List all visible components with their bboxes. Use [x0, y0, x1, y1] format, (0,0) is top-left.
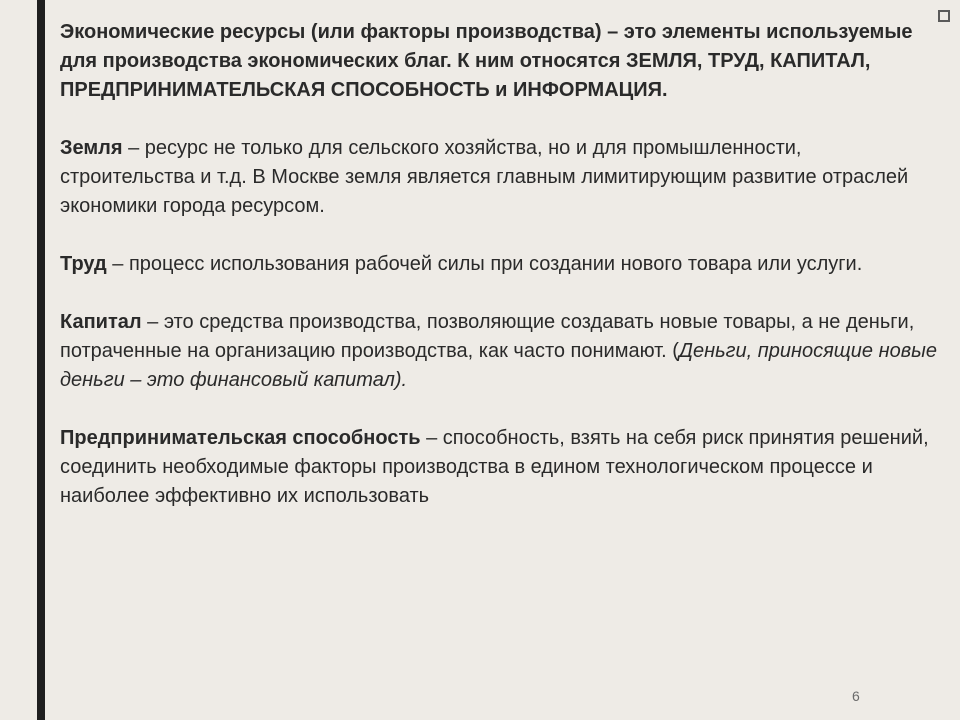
labor-definition: – процесс использования рабочей силы при создании нового товара или услуги. [106, 253, 863, 275]
labor-term: Труд [60, 253, 107, 275]
capital-term: Капитал [60, 311, 142, 333]
land-definition: – ресурс не только для сельского хозяйства, но и для промышленности, строительства и т.д. В Москве земля является главным лимитирующим развитие отраслей экономики города ресурсом. [60, 137, 909, 217]
entrepreneurship-term: Предпринимательская способность [60, 427, 421, 449]
entrepreneurship-paragraph [60, 424, 940, 511]
land-term: Земля [60, 137, 123, 159]
capital-paragraph [60, 308, 940, 395]
intro-paragraph: Экономические ресурсы (или факторы производства) – это элементы используемые для производства экономических благ. К ним относятся ЗЕМЛЯ, ТРУД, КАПИТАЛ, ПРЕДПРИНИМАТЕЛЬСКАЯ СПОСОБНОСТЬ и ИНФОРМАЦИЯ. [60, 21, 913, 101]
slide-number: 6 [852, 688, 860, 704]
capital-note: Деньги, приносящие новые деньги – это финансовый капитал). [60, 340, 938, 391]
entrepreneurship-definition: – способность, взять на себя риск принятия решений, соединить необходимые факторы производства в едином технологическом процессе и наиболее эффективно их использовать [60, 427, 929, 507]
slide-content [60, 18, 940, 540]
capital-definition: – это средства производства, позволяющие создавать новые товары, а не деньги, потраченные на организацию производства, как часто понимают. ( [60, 311, 915, 362]
land-paragraph [60, 134, 940, 221]
left-accent-bar [37, 0, 45, 720]
labor-paragraph [60, 250, 940, 279]
